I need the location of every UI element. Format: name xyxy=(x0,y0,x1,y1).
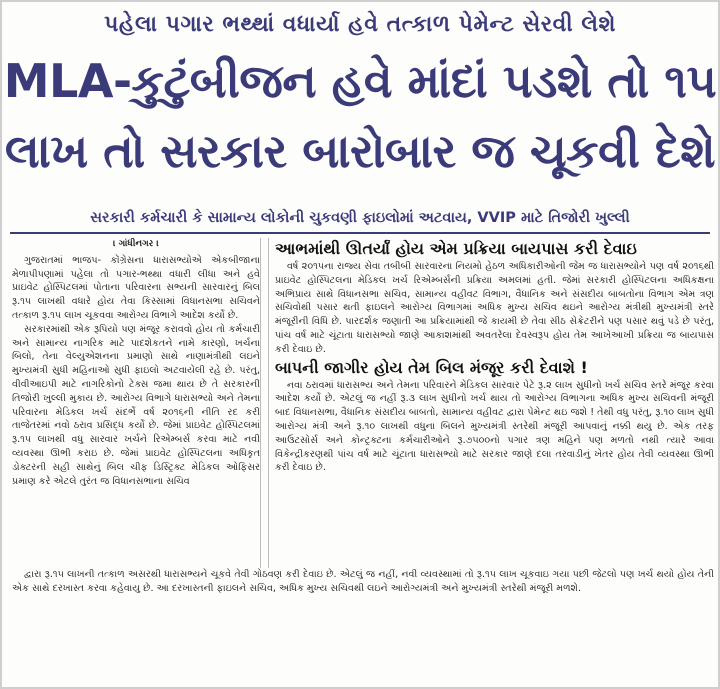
headline-kicker: પહેલા પગાર ભથ્થાં વધાર્યા હવે તત્કાળ પેમેન્ટ સેરવી લેશે xyxy=(104,12,616,37)
subheading-2: બાપની જાગીર હોય તેમ બિલ મંજૂર કરી દેવાશે ! xyxy=(275,357,588,377)
column-divider xyxy=(260,238,261,568)
left-paragraph-2: સરકારમાંથી એક રૂપિયો પણ મંજૂર કરાવવો હોય તો કર્મચારી અને સામાન્ય નાગરિક માટે પાદશેકતને નામે કારણો, ખર્ચના બિલો, તેના વેલ્યુએશનના પ્રમાણો સાથે નાણામંત્રીથી લઇને મુખ્યમંત્રી સુધી મહિનાઓ સુધી ફાઇલો અટવાયેલી રહે છે. પરંતુ, વીવીઆઇપી માટે નાગરિકોનો ટેક્સ જમા થાય છે તે સરકારની તિજોરી ખુલ્લી મુકાય છે. આરોગ્ય વિભાગે ધારાસભ્યો અને તેમના પરિવારના મેડિકલ ખર્ચ સંદર્ભે વર્ષ ૨૦૧૬ની નીતિ રદ કરી તાજેતરમાં નવો ઠરાવ પ્રસિદ્ધ કર્યો છે. જેમાં પ્રાઇવેટ હોસ્પિટલમાં રૂ.૧૫ લાખથી વધુ સારવાર ખર્ચને રિએમ્બર્સ કરવા માટે નવી વ્યવસ્થા ઊભી કરાઇ છે. જેમાં પ્રાઇવેટ હોસ્પિટલના અધિકૃત ડોક્ટરની સહી સાથેનું બિલ ચીફ ડિસ્ટ્રિક્ટ મેડિકલ ઓફિસર પ્રમાણ કરે એટલે તુરંત જ વિધાનસભાના સચિવ xyxy=(12,323,260,487)
right-paragraph-1: વર્ષ ૨૦૧૫ના રાજ્ય સેવા તબીબી સારવારના નિયમો હેઠળ અધિકારીઓની જેમ જ ધારાસભ્યોને પણ વર્ષ ૨૦૧૬થી પ્રાઇવેટ હોસ્પિટલના મેડિકલ ખર્ચ રિએમ્બર્સની પ્રક્રિયા અમલમાં હતી. જેમાં સરકારી હોસ્પિટલના અધિકક્ષના અભિપ્રાય સાથે વિધાનસભા સચિવ, સામાન્ય વહીવટ વિભાગ, વૈધાનિક અને સંસદીય બાબતોના વિભાગ એમ ત્રણ સચિવોથી પસાર થતી ફાઇલને આરોગ્ય વિભાગમાં અધિક મુખ્ય સચિવ થઇને આરોગ્ય મંત્રીથી મુખ્યમંત્રી સ્તરે મંજૂરીની વિધિ છે. પારદર્શક જણાતી આ પ્રક્રિયામાંથી જે કાયમી છે તેવા સીઠ સેક્રેટરીને પણ પસાર થવું પડે છે પરંતુ, પાંચ વર્ષ માટે ચૂંટાતા ધારાસભ્યો જાણે આકાશમાંથી અવતરેલા દેવસ્વરૂપ હોય તેમ આખેઆખી પ્રક્રિયા જ બાયપાસ કરી દેવાઇ છે. xyxy=(275,261,714,355)
bottom-text: દ્વારા રૂ.૧૫ લાખની તત્કાળ અસરથી ધારાસભ્યને ચૂકવે તેવી ગોઠવણ કરી દેવાઇ છે. એટલું જ નહીં, નવી વ્યવસ્થામાં તો રૂ.૧૫ લાખ ચૂકવાઇ ગયા પછી જેટલો પણ ખર્ચ થયો હોય તેની એક સાથે દરખાસ્ત કરવા કહેવાયુ છે. આ દરખાસ્તની ફાઇલને સચિવ, અધિક મુખ્ય સચિવથી લઇને આરોગ્યમંત્રી અને મુખ્યમંત્રી સ્તરેથી મંજૂરી મળશે. xyxy=(12,569,714,594)
right-paragraph-2: નવા ઠરાવમાં ધારાસભ્ય અને તેમના પરિવારને મેડિકલ સારવાર પેટે રૂ.૨ લાખ સુધીનો ખર્ચ સચિવ સ્તરે મંજૂર કરવા આદેશ કર્યો છે. એટલું જ નહીં રૂ.૩ લાખ સુધીનો ખર્ચ થાય તો આરોગ્ય વિભાગના અધિક મુખ્ય સચિવની મંજૂરી બાદ વિધાનસભા, વૈધાનિક સંસદીય બાબતો, સામાન્ય વહીવટ દ્વારા પેમેન્ટ થઇ જશે ! તેથી વધુ પરંતુ, રૂ.૧૦ લાખ સુધી આરોગ્ય મંત્રી અને રૂ.૧૦ લાખથી વધુના બિલને મુખ્યમંત્રી સ્તરેથી મંજૂરી આપવાનું નક્કી થયુ છે. એક તરફ આઉટસોર્સ અને કોન્ટ્રક્ટના કર્મચારીઓને રૂ.૭૫૦૦નો પગાર ત્રણ મહિને પણ મળતો નથી ત્યારે આવા વિકેન્દ્રીકરણથી પાંચ વર્ષ માટે ચૂંટાતા ધારાસભ્યો માટે સરકાર જાણે દલા તરવાડીનું ખેતર હોય તેવી વ્યવસ્થા ઊભી કરી દેવાઇ છે. xyxy=(275,379,714,474)
left-paragraph-1: ગુજરાતમાં ભાજપ- કોંગ્રેસના ધારાસભ્યોએ એકબીજાના મેળાપીપણામાં પહેલા તો પગાર-ભથ્થા વધારી લીધા અને હવે પ્રાઇવેટ હોસ્પિટલમાં પોતાના પરિવારના સભ્યની સારવારનું બિલ રૂ.૧૫ લાખથી વધારે હોય તેવા કિસ્સામાં વિધાનસભા સચિવને તત્કાળ રૂ.૧૫ લાખ ચૂકવવા આરોગ્ય વિભાગે આદેશ કર્યો છે. xyxy=(12,254,260,321)
right-column xyxy=(268,238,714,568)
headline-deck: સરકારી કર્મચારી કે સામાન્ય લોકોની ચુકવણી ફાઇલોમાં અટવાય, VVIP માટે તિજોરી ખુલ્લી xyxy=(10,204,710,234)
dateline: । ગાંધીનગર । xyxy=(113,239,159,249)
subheading-1: આભમાંથી ઊતર્યાં હોય એમ પ્રક્રિયા બાયપાસ કરી દેવાઇ xyxy=(275,239,637,258)
headline-main-line-1: MLA-કુટુંબીજન હવે માંદાં પડશે તો ૧૫ xyxy=(3,54,717,108)
bottom-paragraph xyxy=(12,568,714,688)
left-column xyxy=(12,238,260,568)
headline-main-line-2: લાખ તો સરકાર બારોબાર જ ચૂકવી દેશે xyxy=(4,124,716,178)
